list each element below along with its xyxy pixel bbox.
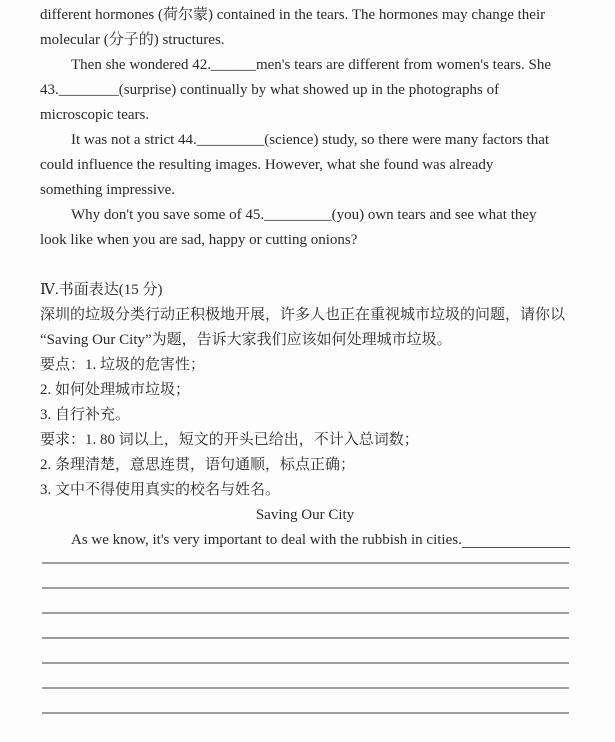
passage-line: Then she wondered 42.______men's tears are different from women's tears. She — [71, 57, 551, 73]
prompt-line: 3. 自行补充。 — [40, 407, 131, 423]
passage-line: could influence the resulting images. However, what she found was already — [40, 157, 494, 173]
passage-line: It was not a strict 44._________(science) study, so there were many factors that — [71, 132, 550, 148]
blank-line — [40, 253, 570, 278]
essay-opening — [40, 528, 570, 553]
answer-line — [42, 712, 569, 714]
passage-line: something impressive. — [40, 182, 175, 198]
answer-line — [42, 687, 569, 689]
prompt-line: 2. 如何处理城市垃圾； — [40, 382, 191, 398]
section-heading: Ⅳ.书面表达(15 分) — [40, 282, 163, 298]
passage-line: 43.________(surprise) continually by what showed up in the photographs of — [40, 82, 500, 98]
prompt-line: “Saving Our City”为题，告诉大家我们应该如何处理城市垃圾。 — [40, 332, 452, 348]
answer-line — [42, 612, 569, 614]
answer-lines — [40, 562, 570, 714]
passage-line: molecular (分子的) structures. — [40, 32, 225, 48]
passage-line: microscopic tears. — [40, 107, 150, 123]
opening-blank-line — [462, 528, 570, 548]
prompt-line: 要求：1. 80 词以上，短文的开头已给出，不计入总词数； — [40, 432, 419, 448]
answer-line — [42, 562, 569, 564]
answer-line — [42, 587, 569, 589]
prompt-line: 2. 条理清楚，意思连贯，语句通顺，标点正确； — [40, 457, 356, 473]
prompt-line: 深圳的垃圾分类行动正积极地开展，许多人也正在重视城市垃圾的问题，请你以 — [40, 307, 566, 323]
essay-opening-text: As we know, it's very important to deal with the rubbish in cities. — [71, 532, 462, 548]
essay-title: Saving Our City — [255, 507, 355, 523]
prompt-line: 3. 文中不得使用真实的校名与姓名。 — [40, 482, 281, 498]
answer-line — [42, 637, 569, 639]
passage-line: Why don't you save some of 45._________(you) own tears and see what they — [71, 207, 537, 223]
prompt-line: 要点：1. 垃圾的危害性； — [40, 357, 206, 373]
answer-line — [42, 662, 569, 664]
passage-line: look like when you are sad, happy or cutting onions? — [40, 232, 358, 248]
passage-line: different hormones (荷尔蒙) contained in the tears. The hormones may change their — [40, 7, 546, 23]
